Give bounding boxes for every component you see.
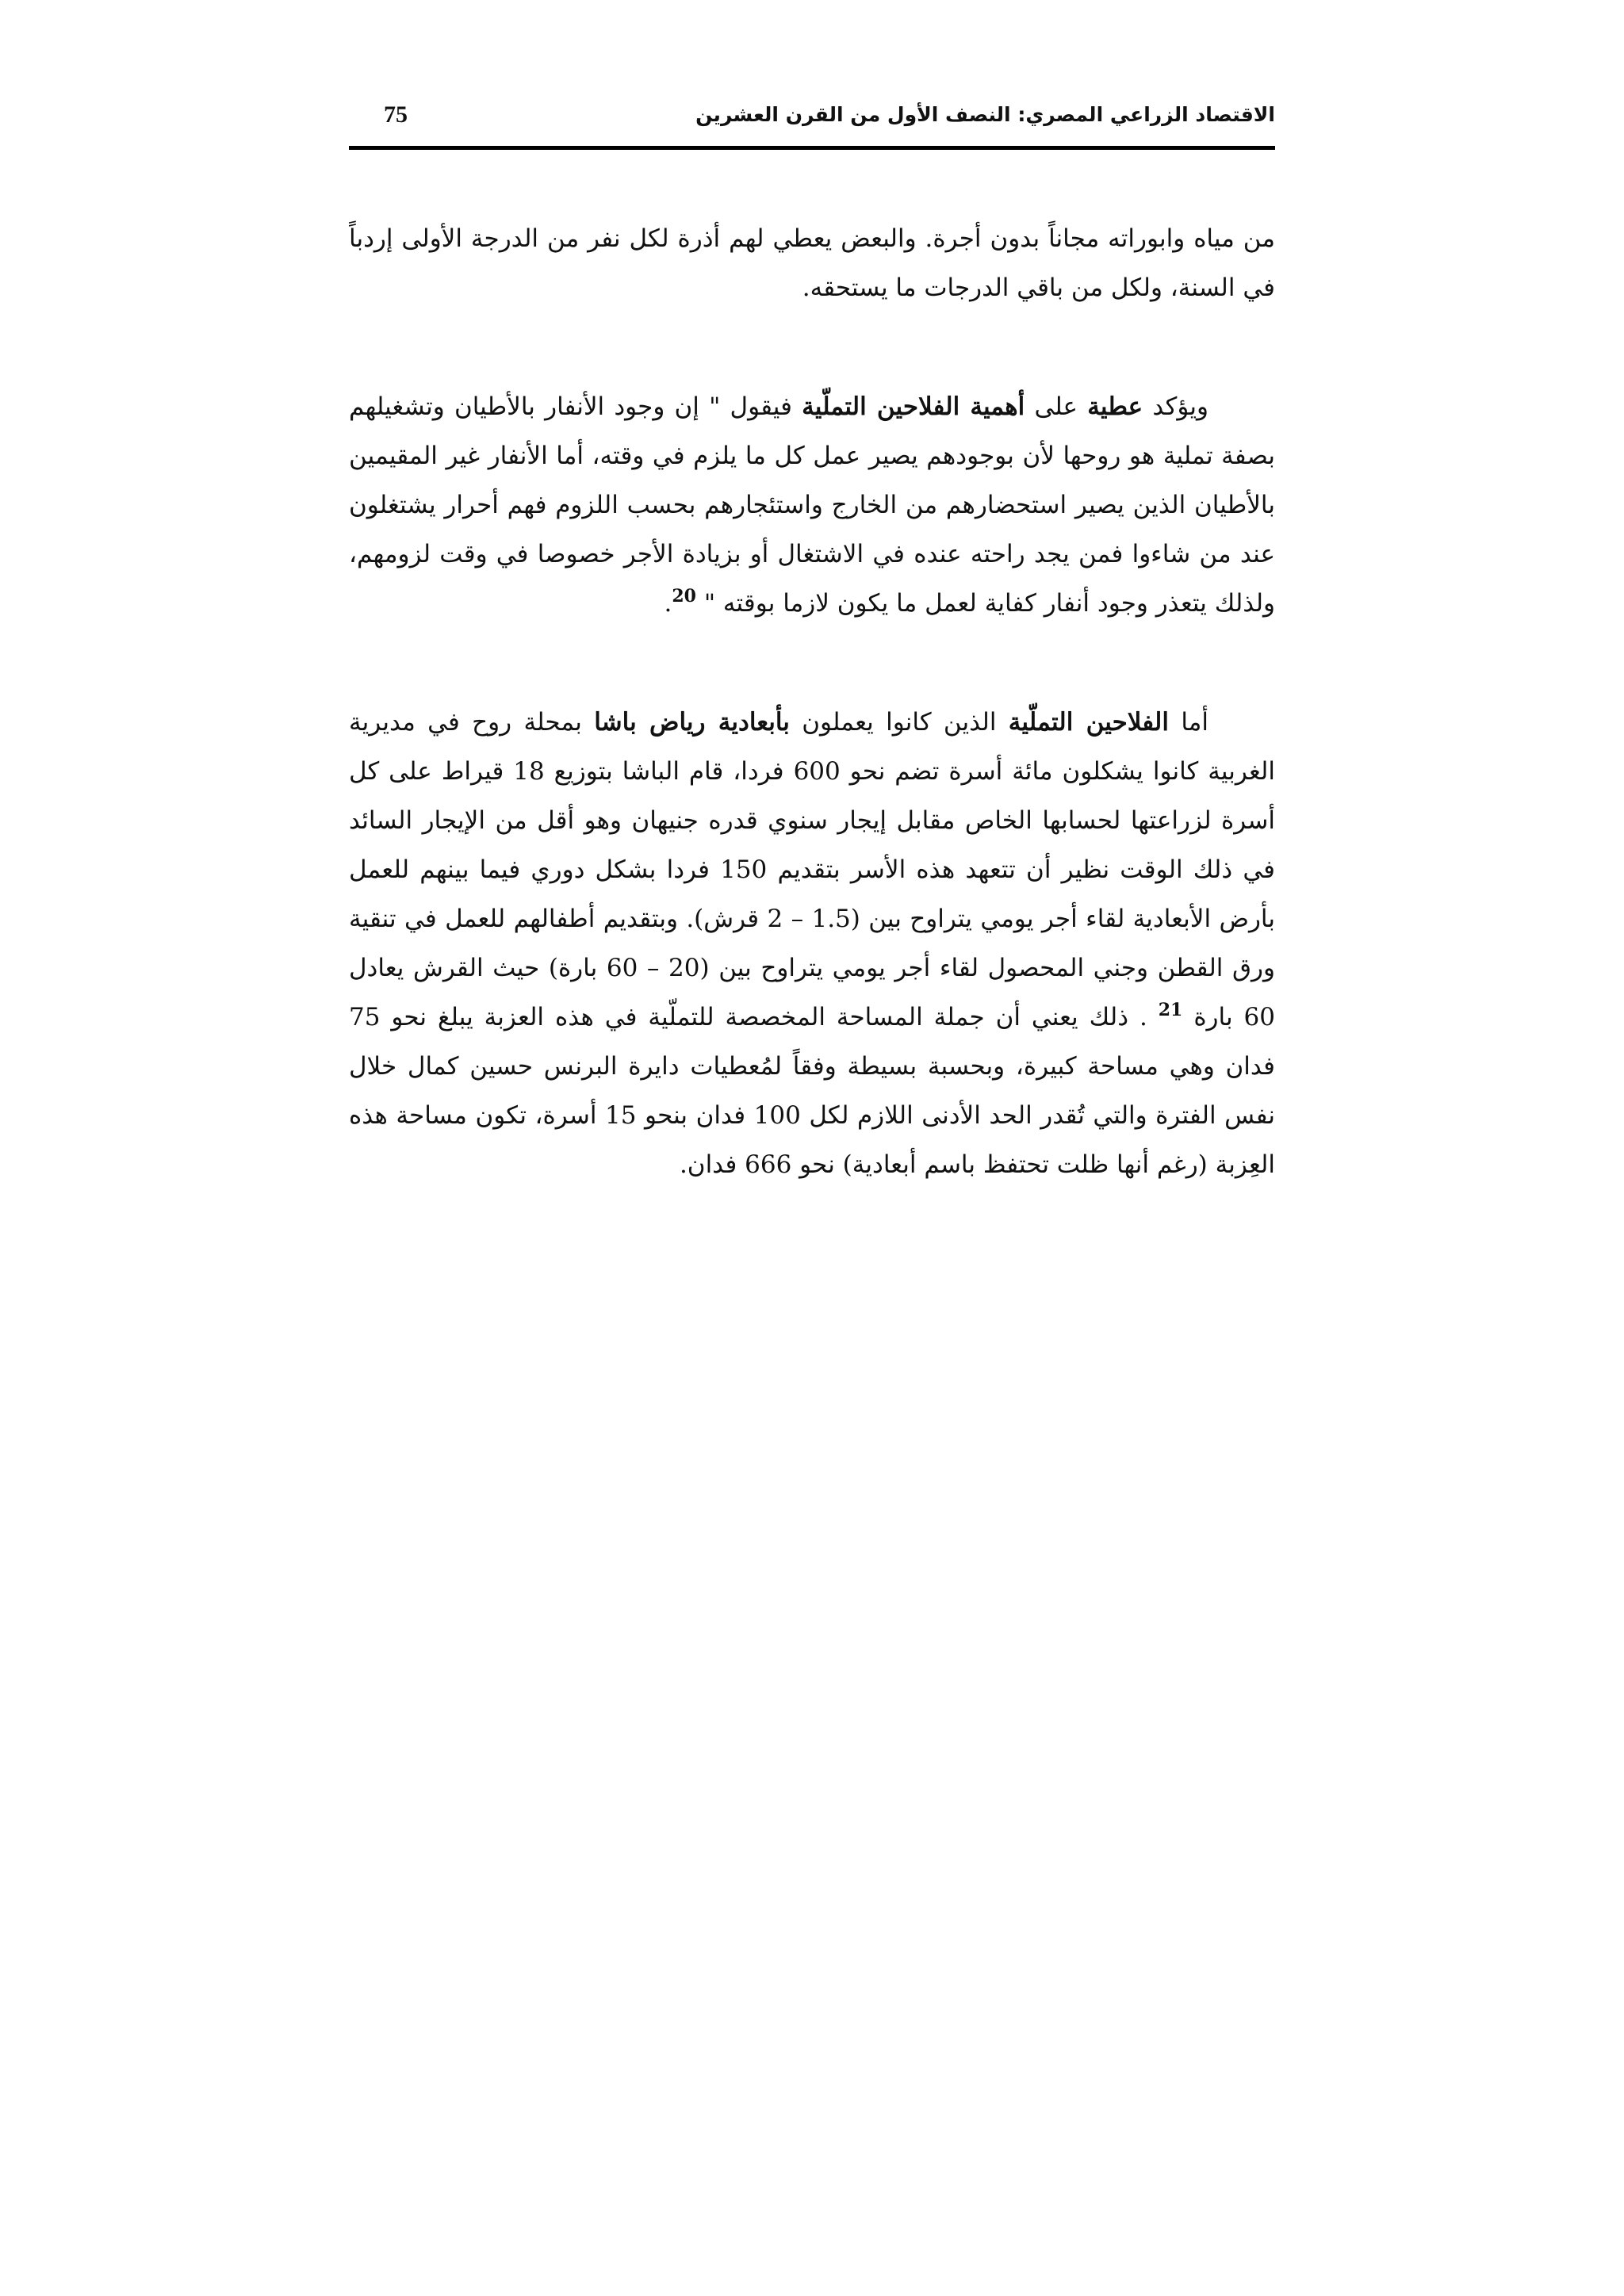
bold-phrase: أهمية الفلاحين التملّية <box>802 392 1025 421</box>
bold-phrase: الفلاحين التملّية <box>1008 708 1169 737</box>
running-header <box>349 101 1275 141</box>
text-run: على <box>1025 392 1088 421</box>
running-title: الاقتصاد الزراعي المصري: النصف الأول من القرن العشرين <box>695 103 1275 126</box>
paragraph-2 <box>349 382 1275 628</box>
text-run: ويؤكد <box>1143 392 1209 421</box>
text-run: فيقول " إن وجود الأنفار بالأطيان وتشغيلهم بصفة تملية هو روحها لأن بوجودهم يصير عمل كل ما يلزم في وقته، أما الأنفار غير المقيمين بالأطيان الذين يصير استحضارهم من الخارج واستئجارهم بحسب اللزوم فهم أحرار يشتغلون عند من شاءوا فمن يجد راحته عنده في الاشتغال أو بزيادة الأجر خصوصا في وقت لزومهم، ولذلك يتعذر وجود أنفار كفاية لعمل ما يكون لازما بوقته " <box>349 392 1275 618</box>
text-run: بمحلة روح في مديرية الغربية كانوا يشكلون مائة أسرة تضم نحو 600 فردا، قام الباشا بتوزيع 18 قيراط على كل أسرة لزراعتها لحسابها الخاص مقابل إيجار سنوي قدره جنيهان وهو أقل من الإيجار السائد في ذلك الوقت نظير أن تتعهد هذه الأسر بتقديم 150 فردا بشكل دوري فيما بينهم للعمل بأرض الأبعادية لقاء أجر يومي يتراوح بين (1.5 – 2 قرش). وبتقديم أطفالهم للعمل في تنقية ورق القطن وجني المحصول لقاء أجر يومي يتراوح بين (20 – 60 بارة) حيث القرش يعادل 60 بارة <box>349 708 1275 1031</box>
paragraph-1-text: من مياه وابوراته مجاناً بدون أجرة. والبعض يعطي لهم أذرة لكل نفر من الدرجة الأولى إردباً في السنة، ولكل من باقي الدرجات ما يستحقه. <box>349 224 1275 302</box>
page-number: 75 <box>384 101 408 128</box>
bold-name: عطية <box>1087 392 1143 421</box>
footnote-ref-21: 21 <box>1158 1000 1183 1020</box>
body-text <box>349 214 1275 1259</box>
text-run: . <box>664 589 672 618</box>
bold-phrase: بأبعادية رياض باشا <box>594 708 790 737</box>
paragraph-1 <box>349 214 1275 312</box>
text-run: الذين كانوا يعملون <box>789 708 1009 737</box>
paragraph-3 <box>349 698 1275 1189</box>
footnote-ref-20: 20 <box>672 586 696 607</box>
header-divider <box>349 146 1275 150</box>
text-run: أما <box>1169 708 1208 737</box>
text-run: . ذلك يعني أن جملة المساحة المخصصة للتملّية في هذه العزبة يبلغ نحو 75 فدان وهي مساحة كبيرة، وبحسبة بسيطة وفقاً لمُعطيات دايرة البرنس حسين كمال خلال نفس الفترة والتي تُقدر الحد الأدنى اللازم لكل 100 فدان بنحو 15 أسرة، تكون مساحة هذه العِزبة (رغم أنها ظلت تحتفظ باسم أبعادية) نحو 666 فدان. <box>349 1003 1275 1179</box>
